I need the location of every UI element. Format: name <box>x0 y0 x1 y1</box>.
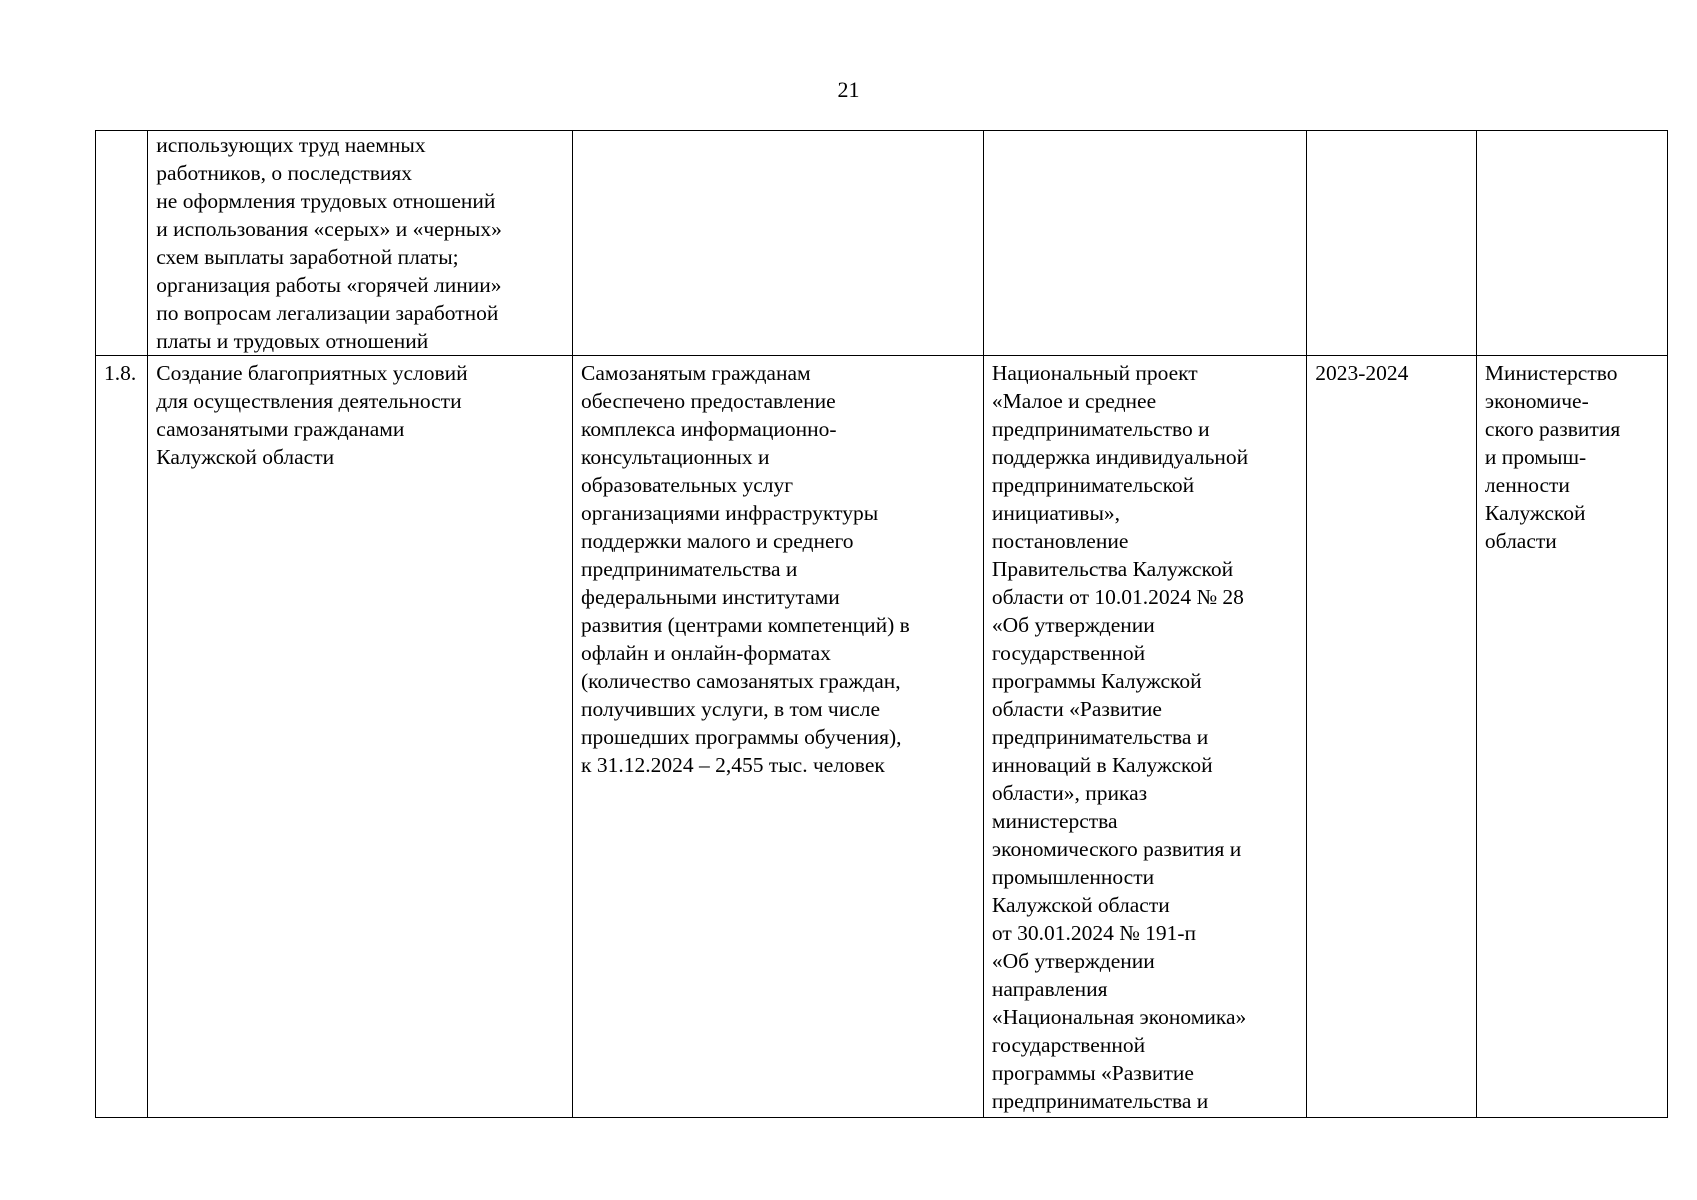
cell-number <box>96 131 148 356</box>
cell-number: 1.8. <box>96 356 148 1118</box>
table-row-1-8 <box>96 356 1668 1118</box>
table-row-continued <box>96 131 1668 356</box>
cell-measure: использующих труд наемных работников, о последствиях не оформления трудовых отношений и использования «серых» и «черных» схем выплаты заработной платы; организация работы «горячей линии» по вопросам легализации заработной платы и трудовых отношений <box>148 131 573 356</box>
measures-table <box>95 130 1668 1118</box>
cell-document <box>983 131 1306 356</box>
cell-responsible <box>1476 131 1667 356</box>
cell-result <box>573 131 984 356</box>
page-number: 21 <box>837 77 860 102</box>
cell-measure: Создание благоприятных условий для осуществления деятельности самозанятыми гражданами Калужской области <box>148 356 573 1118</box>
cell-document: Национальный проект «Малое и среднее предпринимательство и поддержка индивидуальной предпринимательской инициативы», постановление Правительства Калужской области от 10.01.2024 № 28 «Об утверждении государственной программы Калужской области «Развитие предпринимательства и инноваций в Калужской области», приказ министерства экономического развития и промышленности Калужской области от 30.01.2024 № 191-п «Об утверждении направления «Национальная экономика» государственной программы «Развитие предпринимательства и <box>983 356 1306 1118</box>
cell-responsible: Министерство экономиче- ского развития и промыш- ленности Калужской области <box>1476 356 1667 1118</box>
cell-term <box>1307 131 1477 356</box>
cell-result: Самозанятым гражданам обеспечено предоставление комплекса информационно- консультационных и образовательных услуг организациями инфраструктуры поддержки малого и среднего предпринимательства и федеральными институтами развития (центрами компетенций) в офлайн и онлайн-форматах (количество самозанятых граждан, получивших услуги, в том числе прошедших программы обучения), к 31.12.2024 – 2,455 тыс. человек <box>573 356 984 1118</box>
cell-term: 2023-2024 <box>1307 356 1477 1118</box>
